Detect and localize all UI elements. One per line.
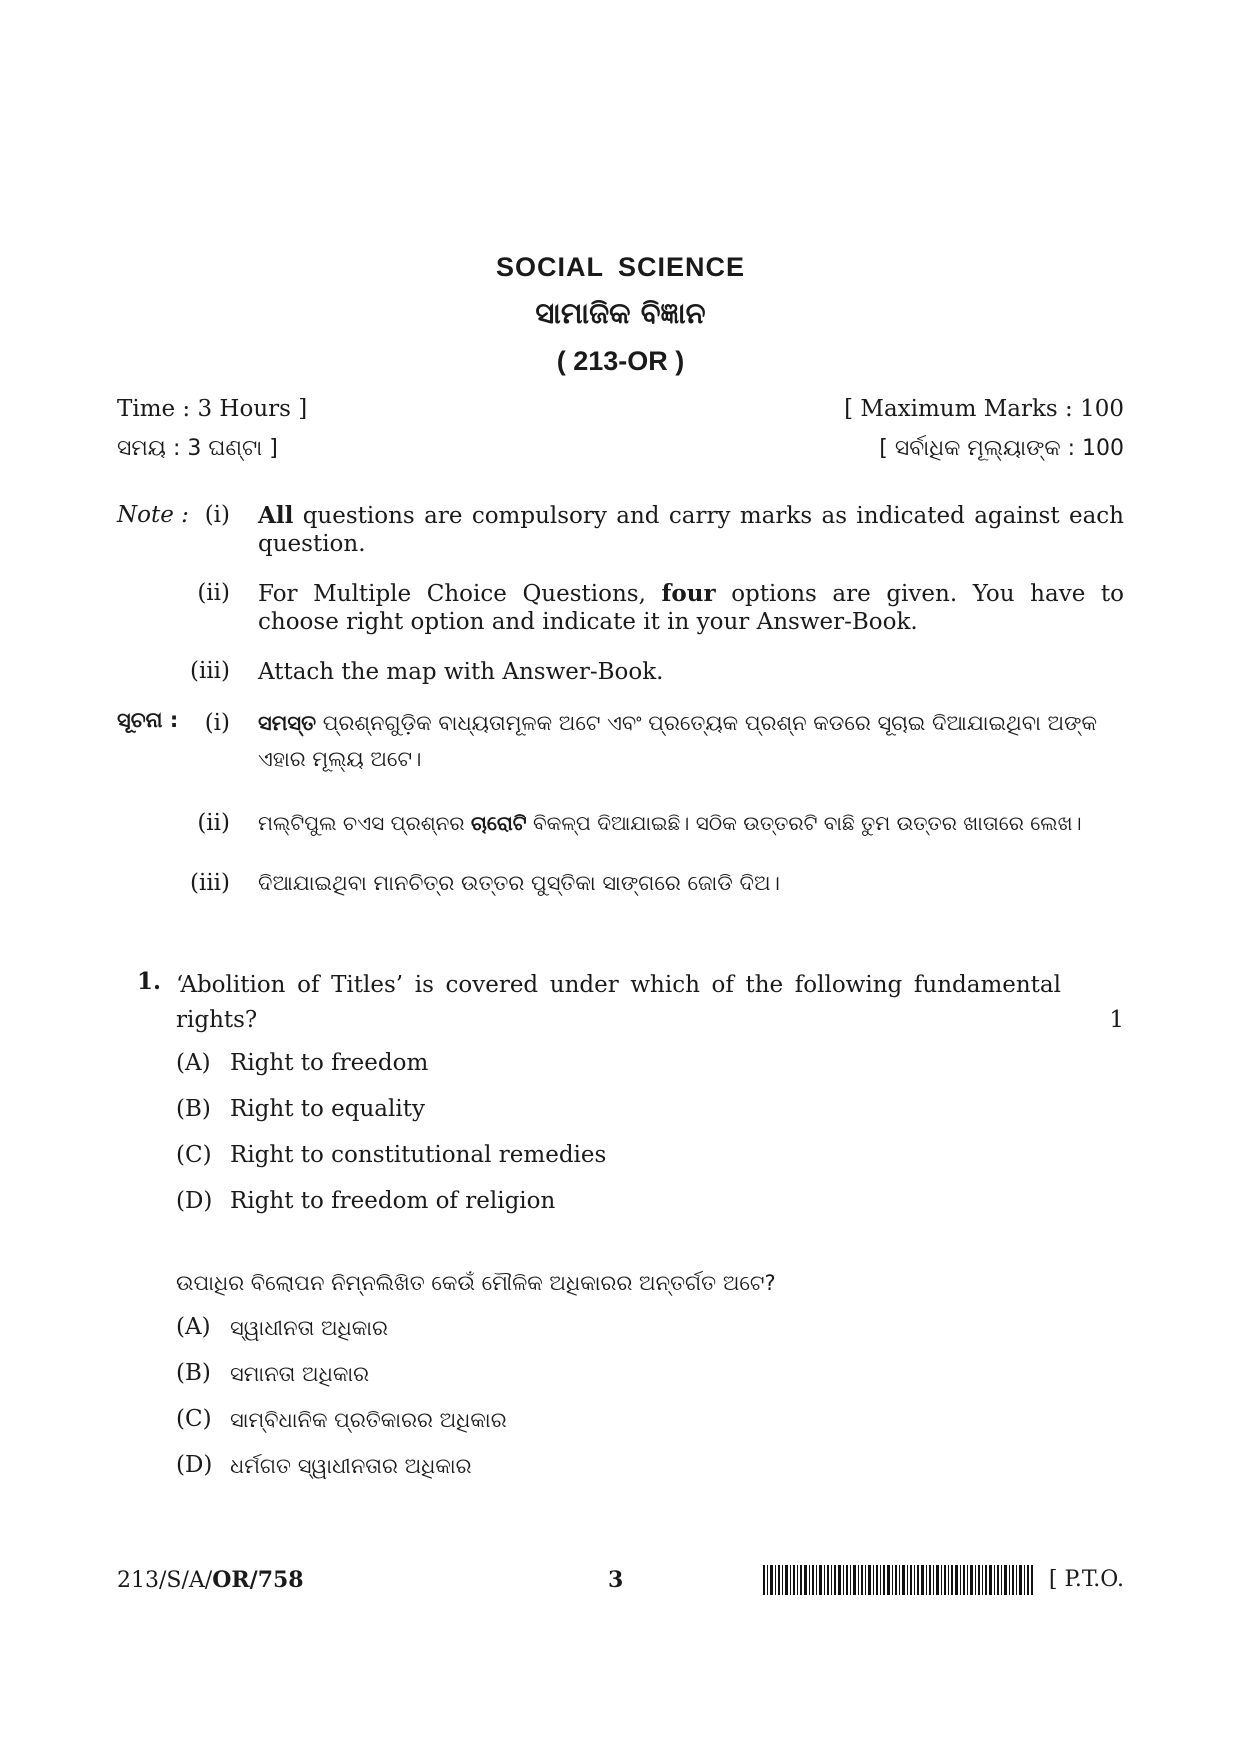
question-text: ‘Abolition of Titles’ is covered under which of the following fundamental rights? bbox=[176, 972, 1061, 1033]
option-text: Right to constitutional remedies bbox=[230, 1142, 607, 1168]
note-num: (ii) bbox=[197, 580, 230, 606]
paper-code-prefix: 213/S/A/ bbox=[117, 1568, 213, 1593]
barcode-icon bbox=[763, 1565, 1033, 1595]
note-text: ମଲ୍ଟିପୁଲ ଚଏସ ପ୍ରଶ୍ନର bbox=[258, 811, 471, 835]
time-or: ସମୟ : 3 ଘଣ୍ଟା ] bbox=[117, 436, 278, 461]
option-text-odia: ସମାନତା ଅଧିକାର bbox=[230, 1362, 370, 1386]
note-bold: ଚାରୋଟି bbox=[470, 811, 527, 835]
marks-or: [ ସର୍ବାଧିକ ମୂଲ୍ୟାଙ୍କ : 100 bbox=[879, 436, 1124, 461]
note-bold: All bbox=[258, 502, 294, 529]
note-text: options are given. You have to choose right option and indicate it in your Answer-Book. bbox=[258, 581, 1124, 635]
note-item-odia bbox=[258, 805, 1138, 841]
note-item-odia bbox=[258, 705, 1124, 777]
note-item-odia: ଦିଆଯାଇଥିବା ମାନଚିତ୍ର ଉତ୍ତର ପୁସ୍ତିକା ସାଙ୍ଗରେ ଜୋଡି ଦିଅ। bbox=[258, 871, 780, 895]
pto-label: [ P.T.O. bbox=[1048, 1567, 1124, 1592]
option-text: Right to freedom bbox=[230, 1050, 429, 1076]
question-number: 1. bbox=[137, 968, 162, 995]
note-text: For Multiple Choice Questions, bbox=[258, 581, 662, 607]
note-item: Attach the map with Answer-Book. bbox=[258, 659, 664, 685]
option-text-odia: ସ୍ୱାଧୀନତା ଅଧିକାର bbox=[230, 1316, 388, 1340]
option-text-odia: ସାମ୍ବିଧାନିକ ପ୍ରତିକାରର ଅଧିକାର bbox=[230, 1408, 507, 1432]
note-text: questions are compulsory and carry marks as indicated against each question. bbox=[258, 503, 1124, 557]
note-num: (ii) bbox=[197, 810, 230, 836]
paper-code-part: 758 bbox=[257, 1567, 304, 1593]
time-en: Time : 3 Hours ] bbox=[117, 396, 308, 422]
note-bold: four bbox=[661, 580, 716, 607]
note-num: (iii) bbox=[189, 870, 230, 896]
option-letter: (B) bbox=[176, 1360, 211, 1386]
note-label-odia: ସୂଚନା : bbox=[117, 708, 179, 732]
option-letter: (C) bbox=[176, 1406, 212, 1432]
paper-code bbox=[117, 1567, 304, 1593]
note-label: Note : bbox=[117, 502, 189, 528]
option-letter: (D) bbox=[176, 1452, 213, 1478]
question-marks: 1 bbox=[1109, 1007, 1124, 1033]
note-text: ବିକଳ୍ପ ଦିଆଯାଇଛି। ସଠିକ ଉତ୍ତରଟି ବାଛି ତୁମ ଉତ୍ତର ଖାତାରେ ଲେଖ। bbox=[526, 811, 1082, 835]
page-number: 3 bbox=[608, 1567, 624, 1593]
option-text: Right to equality bbox=[230, 1096, 425, 1122]
option-text-odia: ଧର୍ମଗତ ସ୍ୱାଧୀନତାର ଅଧିକାର bbox=[230, 1454, 472, 1478]
option-letter: (A) bbox=[176, 1314, 211, 1340]
subject-code: ( 213-OR ) bbox=[556, 346, 685, 376]
option-letter: (D) bbox=[176, 1188, 213, 1214]
paper-code-part: OR bbox=[212, 1567, 250, 1593]
note-num: (iii) bbox=[189, 658, 230, 684]
marks-en: [ Maximum Marks : 100 bbox=[844, 396, 1124, 422]
note-text: ପ୍ରଶ୍ନଗୁଡ଼ିକ ବାଧ୍ୟତାମୂଳକ ଅଟେ ଏବଂ ପ୍ରତ୍ୟେକ ପ୍ରଶ୍ନ କଡରେ ସୂଚାଇ ଦିଆଯାଇଥିବା ଅଙ୍କ ଏହାର ମୂଲ୍ୟ ଅଟେ। bbox=[258, 711, 1098, 771]
question-text-odia: ଉପାଧିର ବିଲୋପନ ନିମ୍ନଲିଖିତ କେଉଁ ମୌଳିକ ଅଧିକାରର ଅନ୍ତର୍ଗତ ଅଟେ? bbox=[176, 1271, 776, 1295]
option-letter: (C) bbox=[176, 1142, 212, 1168]
option-text: Right to freedom of religion bbox=[230, 1188, 556, 1214]
note-num: (i) bbox=[204, 502, 230, 528]
note-item bbox=[258, 580, 1124, 636]
note-num: (i) bbox=[204, 710, 230, 736]
page-title: SOCIAL SCIENCE bbox=[495, 252, 746, 282]
page-title-odia: ସାମାଜିକ ବିଜ୍ଞାନ bbox=[535, 296, 706, 330]
option-letter: (A) bbox=[176, 1050, 211, 1076]
note-bold: ସମସ୍ତ bbox=[258, 711, 317, 735]
paper-code-sep: / bbox=[249, 1567, 258, 1593]
note-item bbox=[258, 502, 1124, 558]
option-letter: (B) bbox=[176, 1096, 211, 1122]
